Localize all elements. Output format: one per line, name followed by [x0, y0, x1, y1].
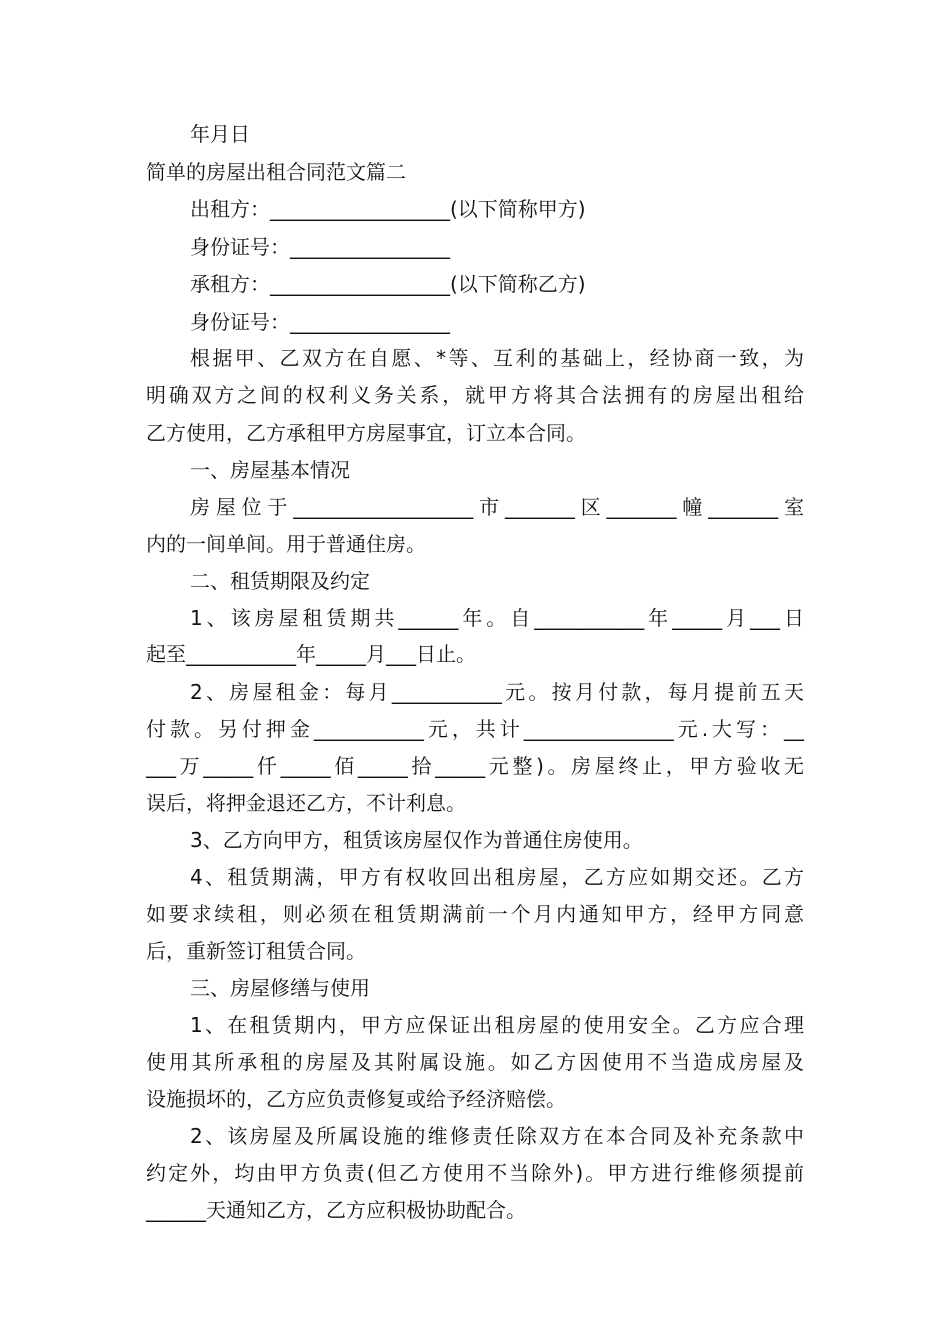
- lessor-line: 出租方：__________________(以下简称甲方): [190, 197, 586, 221]
- term-line-1: 1、该房屋租赁期共______年。自___________年_____月___日: [190, 606, 804, 630]
- lessor-id-line: 身份证号：________________: [190, 235, 450, 259]
- renewal-line-1: 4、租赁期满，甲方有权收回出租房屋，乙方应如期交还。乙方: [190, 865, 804, 889]
- lessee-id-line: 身份证号：________________: [190, 310, 450, 334]
- heading-3: 三、房屋修缮与使用: [190, 976, 370, 1000]
- maintenance-line-2: 约定外，均由甲方负责(但乙方使用不当除外)。甲方进行维修须提前: [146, 1161, 804, 1185]
- rent-line-4: 误后，将押金退还乙方，不计利息。: [146, 791, 466, 815]
- heading-2: 二、租赁期限及约定: [190, 569, 370, 593]
- repair-line-3: 设施损坏的，乙方应负责修复或给予经济赔偿。: [146, 1087, 566, 1111]
- renewal-line-3: 后，重新签订租赁合同。: [146, 939, 366, 963]
- maintenance-line-3: ______天通知乙方，乙方应积极协助配合。: [146, 1198, 526, 1222]
- section-title: 简单的房屋出租合同范文篇二: [146, 160, 406, 184]
- usage-line: 3、乙方向甲方，租赁该房屋仅作为普通住房使用。: [190, 828, 643, 852]
- repair-line-2: 使用其所承租的房屋及其附属设施。如乙方因使用不当造成房屋及: [146, 1050, 804, 1074]
- location-line-1: 房屋位于__________________市_______区_______幢_______室: [190, 495, 804, 519]
- repair-line-1: 1、在租赁期内，甲方应保证出租房屋的使用安全。乙方应合理: [190, 1013, 804, 1037]
- location-line-2: 内的一间单间。用于普通住房。: [146, 532, 426, 556]
- term-line-2: 起至___________年_____月___日止。: [146, 642, 476, 666]
- heading-1: 一、房屋基本情况: [190, 458, 350, 482]
- maintenance-line-1: 2、该房屋及所属设施的维修责任除双方在本合同及补充条款中: [190, 1124, 804, 1148]
- preamble-line-2: 明确双方之间的权利义务关系，就甲方将其合法拥有的房屋出租给: [146, 383, 804, 407]
- preamble-line-3: 乙方使用，乙方承租甲方房屋事宜，订立本合同。: [146, 421, 586, 445]
- rent-line-2: 付款。另付押金___________元，共计_______________元.大写：__: [146, 717, 804, 741]
- date-line: 年月日: [190, 122, 250, 146]
- rent-line-3: ___万_____仟_____佰_____拾_____元整)。房屋终止，甲方验收无: [146, 754, 804, 778]
- preamble-line-1: 根据甲、乙双方在自愿、*等、互利的基础上，经协商一致，为: [190, 346, 804, 370]
- lessee-line: 承租方：__________________(以下简称乙方): [190, 272, 586, 296]
- renewal-line-2: 如要求续租，则必须在租赁期满前一个月内通知甲方，经甲方同意: [146, 902, 804, 926]
- rent-line-1: 2、房屋租金：每月___________元。按月付款，每月提前五天: [190, 680, 804, 704]
